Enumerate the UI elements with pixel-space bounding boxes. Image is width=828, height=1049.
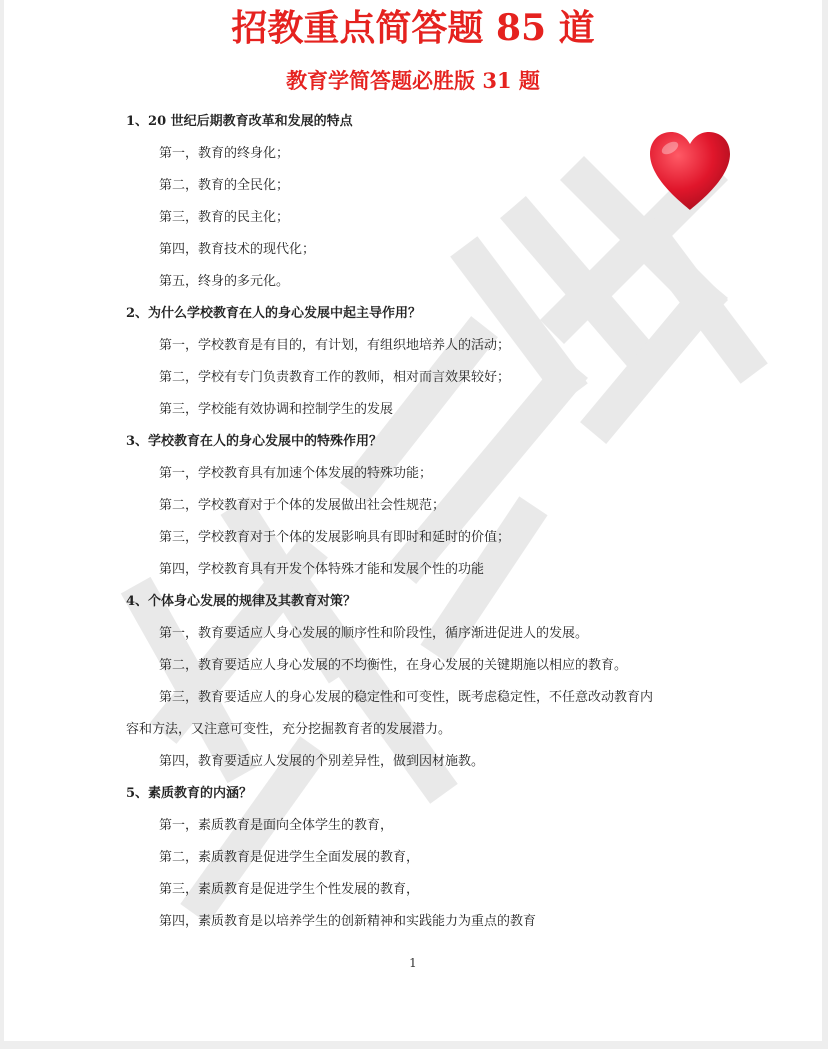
answer-line: 第一，学校教育具有加速个体发展的特殊功能； xyxy=(159,466,433,481)
answer-line: 第三，教育要适应人的身心发展的稳定性和可变性，既考虑稳定性，不任意改动教育内 xyxy=(159,690,654,705)
answer-line: 第二，学校有专门负责教育工作的教师，相对而言效果较好； xyxy=(159,370,511,385)
answer-line: 第一，教育要适应人身心发展的顺序性和阶段性，循序渐进促进人的发展。 xyxy=(159,626,589,641)
answer-line: 第四，教育要适应人发展的个别差异性，做到因材施教。 xyxy=(159,754,485,769)
answer-line: 第一，教育的终身化； xyxy=(159,146,290,161)
document-title: 招教重点简答题 85 道 xyxy=(231,7,595,49)
answer-line: 第三，学校教育对于个体的发展影响具有即时和延时的价值； xyxy=(159,530,511,545)
answer-line: 第四，教育技术的现代化； xyxy=(159,242,316,257)
answer-line: 第二，教育的全民化； xyxy=(159,178,290,193)
question-heading: 3、学校教育在人的身心发展中的特殊作用？ xyxy=(126,434,383,449)
page-number: 1 xyxy=(409,956,417,970)
answer-line: 第二，教育要适应人身心发展的不均衡性，在身心发展的关键期施以相应的教育。 xyxy=(159,658,628,673)
document-body xyxy=(126,106,716,938)
question-heading: 4、个体身心发展的规律及其教育对策？ xyxy=(126,594,357,609)
question-heading: 1、20 世纪后期教育改革和发展的特点 xyxy=(126,114,353,129)
answer-line: 第四，学校教育具有开发个体特殊才能和发展个性的功能 xyxy=(159,562,485,577)
answer-line: 第三，学校能有效协调和控制学生的发展 xyxy=(159,402,394,417)
answer-line: 第三，素质教育是促进学生个性发展的教育， xyxy=(159,882,420,897)
document-subtitle: 教育学简答题必胜版 31 题 xyxy=(286,68,540,93)
answer-line-continued: 容和方法，又注意可变性，充分挖掘教育者的发展潜力。 xyxy=(126,722,452,737)
answer-line: 第五，终身的多元化。 xyxy=(159,274,290,289)
question-heading: 5、素质教育的内涵？ xyxy=(126,786,253,801)
document-page xyxy=(4,0,822,1041)
answer-line: 第一，学校教育是有目的，有计划，有组织地培养人的活动； xyxy=(159,338,511,353)
answer-line: 第二，学校教育对于个体的发展做出社会性规范； xyxy=(159,498,446,513)
answer-line: 第二，素质教育是促进学生全面发展的教育， xyxy=(159,850,420,865)
answer-line: 第四，素质教育是以培养学生的创新精神和实践能力为重点的教育 xyxy=(159,914,537,929)
question-heading: 2、为什么学校教育在人的身心发展中起主导作用？ xyxy=(126,306,422,321)
answer-line: 第三，教育的民主化； xyxy=(159,210,290,225)
answer-line: 第一，素质教育是面向全体学生的教育， xyxy=(159,818,394,833)
